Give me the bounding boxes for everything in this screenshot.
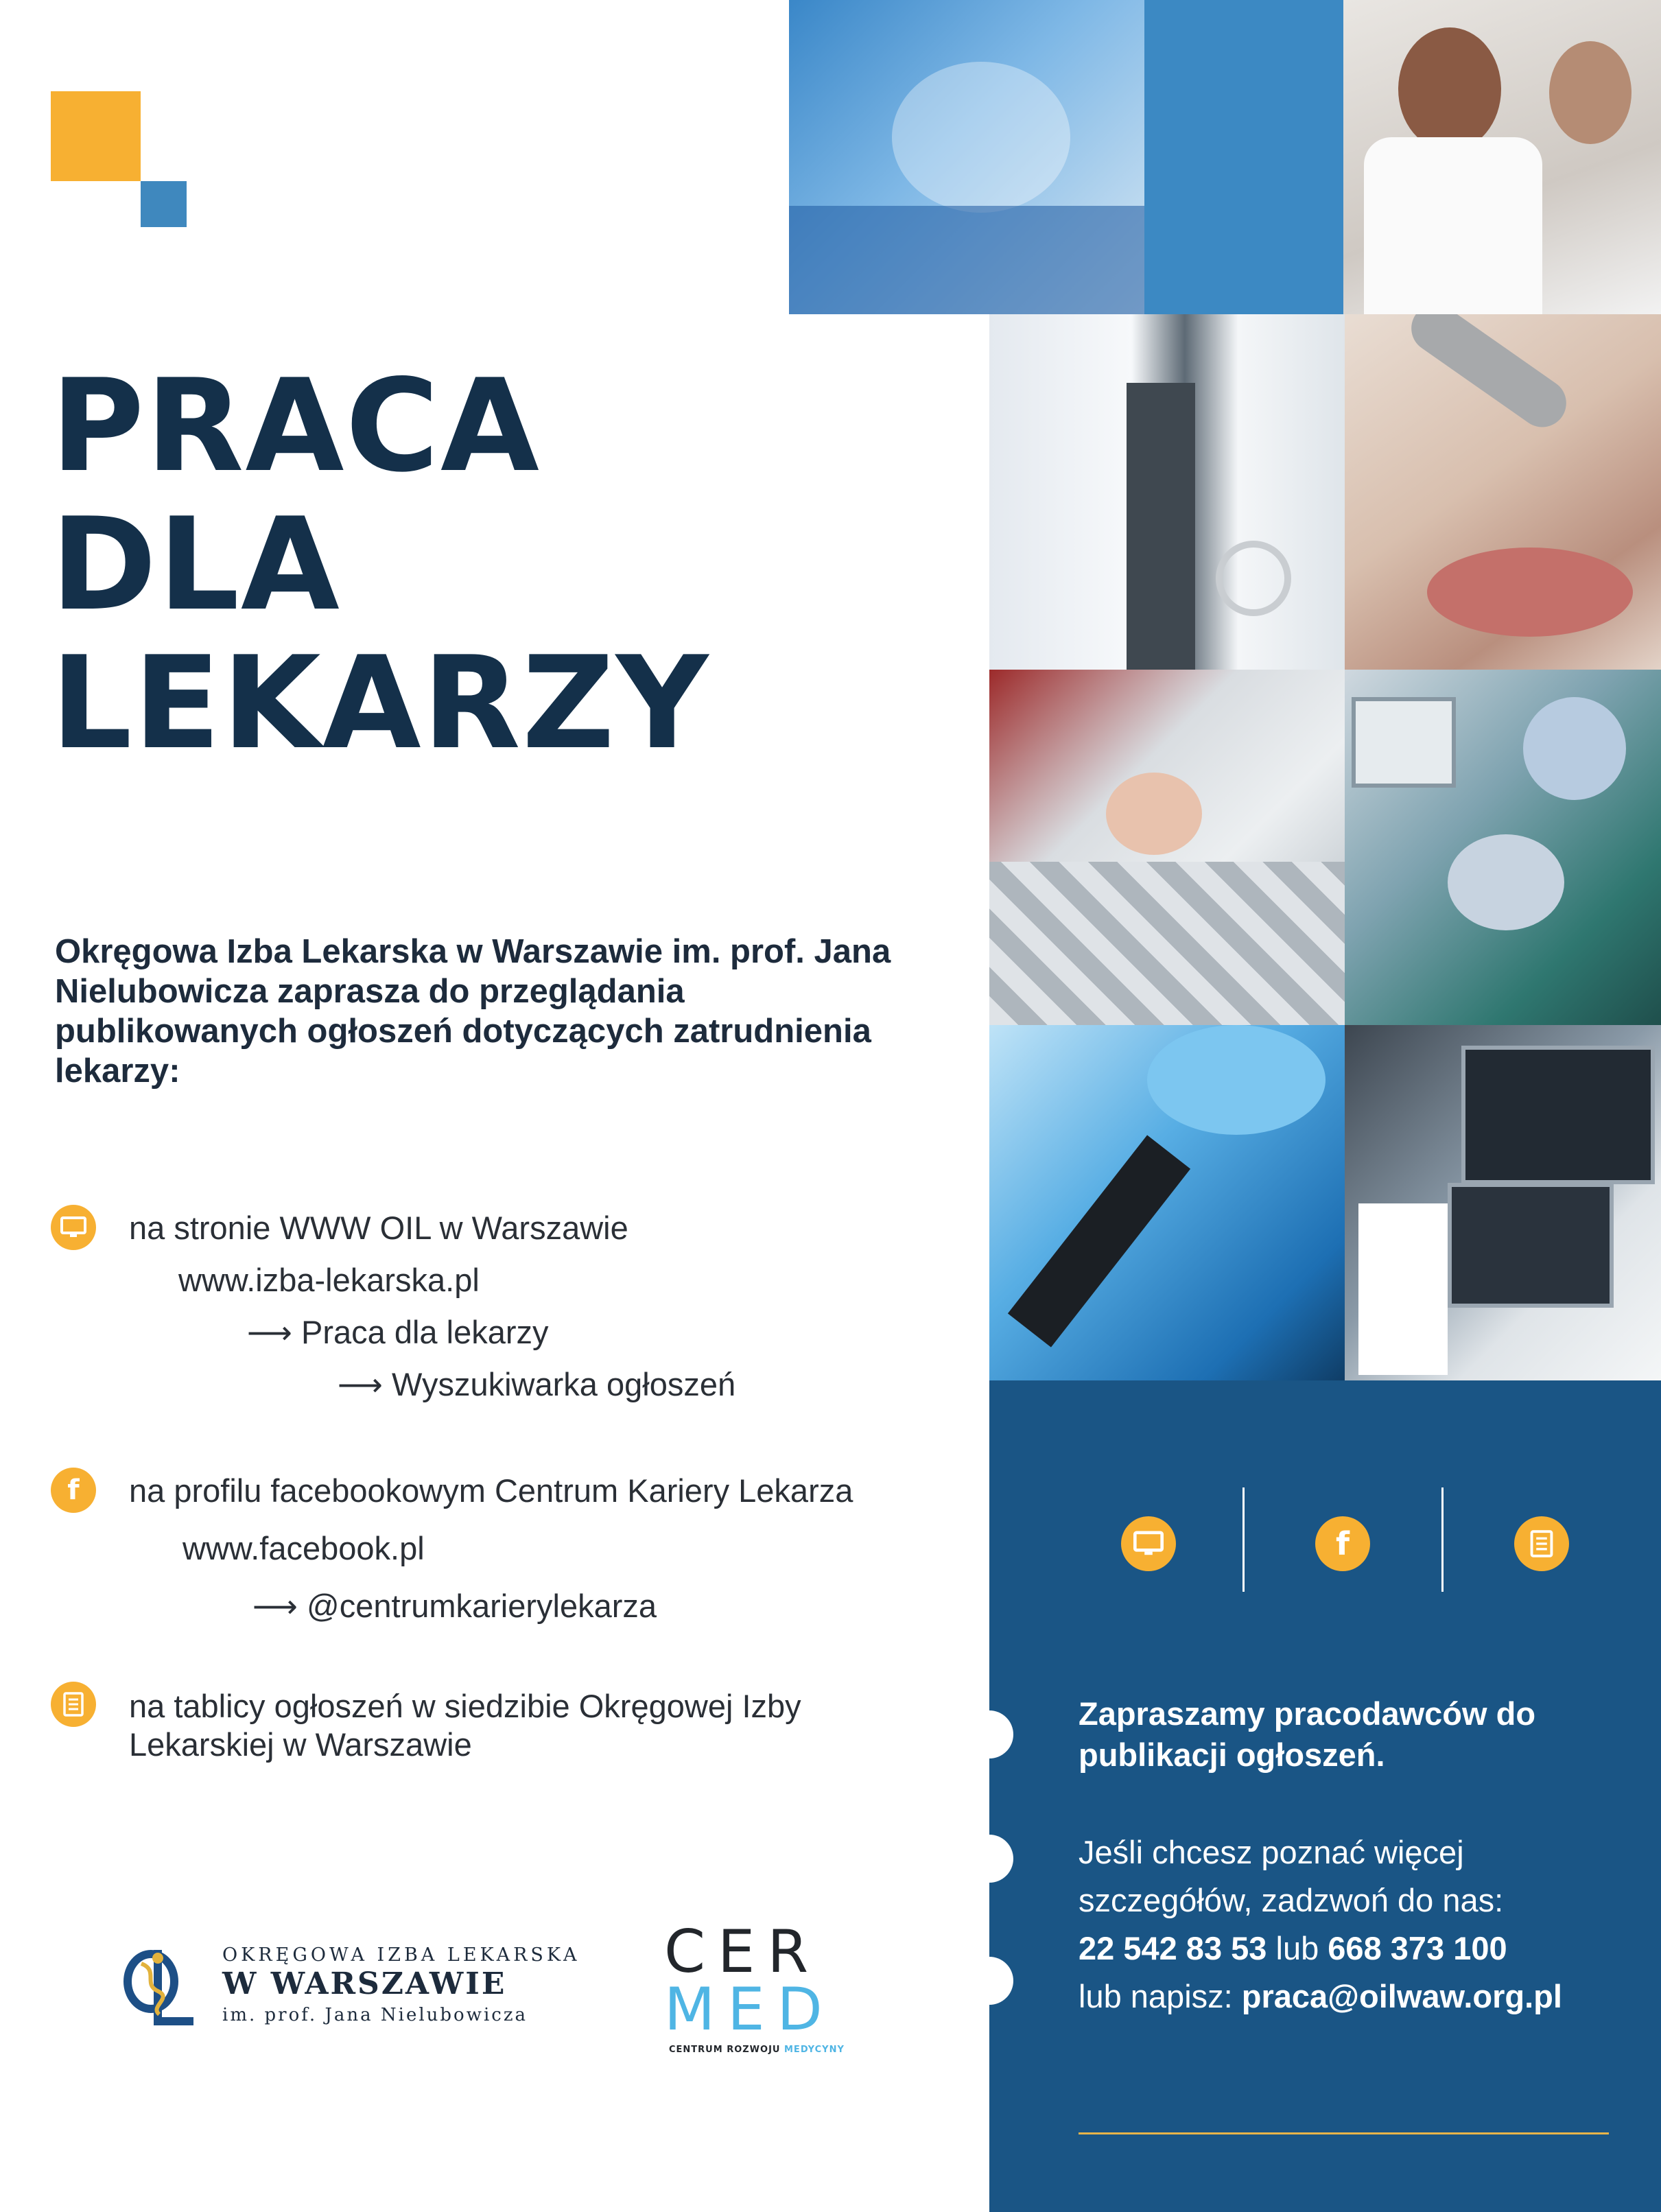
board-label-line-1: na tablicy ogłoszeń w siedzibie Okręgowej Izby [129, 1688, 801, 1724]
intro-paragraph: Okręgowa Izba Lekarska w Warszawie im. prof. Jana Nielubowicza zaprasza do przeglądania publikowanych ogłoszeń dotyczących zatrudnienia lekarzy: [55, 933, 891, 1090]
employer-invitation [1079, 1693, 1535, 1776]
monitor-icon [1121, 1516, 1176, 1571]
oil-name-line-3: im. prof. Jana Nielubowicza [222, 2005, 528, 2025]
phone-number-2[interactable]: 668 373 100 [1328, 1930, 1507, 1966]
arrow-right-icon: ⟶ [338, 1366, 383, 1403]
panel-notch [965, 1835, 1013, 1883]
oil-name-line-1: OKRĘGOWA IZBA LEKARSKA [222, 1944, 580, 1966]
phone-or: lub [1275, 1930, 1319, 1966]
cermed-tagline-prefix: CENTRUM ROZWOJU [669, 2045, 781, 2055]
phone-number-1[interactable]: 22 542 83 53 [1079, 1930, 1267, 1966]
www-path-step-1-label: Praca dla lekarzy [301, 1314, 549, 1350]
www-path-step-1[interactable] [247, 1313, 549, 1352]
cermed-logo-bottom: MED [664, 1975, 835, 2044]
contact-panel [989, 1380, 1661, 2212]
notice-board-icon [1514, 1516, 1569, 1571]
photo-doctor-with-stethoscope [989, 314, 1345, 670]
employer-invitation-line-1: Zapraszamy pracodawców do [1079, 1695, 1536, 1732]
facebook-icon: f [1315, 1516, 1370, 1571]
employer-invitation-line-2: publikacji ogłoszeń. [1079, 1737, 1385, 1773]
cermed-logo-top: CER [664, 1918, 821, 1986]
oil-name-line-2: W WARSZAWIE [222, 1966, 507, 2001]
panel-divider [1242, 1487, 1245, 1592]
facebook-handle-label: @centrumkarierylekarza [307, 1588, 657, 1624]
facebook-label: na profilu facebookowym Centrum Kariery Lekarza [129, 1472, 853, 1509]
arrow-right-icon: ⟶ [247, 1314, 292, 1351]
title-line-2: DLA [51, 490, 341, 639]
panel-notch [965, 1957, 1013, 2005]
facebook-handle-link[interactable] [252, 1587, 657, 1625]
photo-dental-procedure [1345, 314, 1661, 670]
monitor-icon [51, 1205, 96, 1250]
oil-emblem-logo [118, 1943, 199, 2028]
panel-notch [965, 1710, 1013, 1758]
board-label-line-2: Lekarskiej w Warszawie [129, 1726, 472, 1763]
email-line [1079, 1973, 1562, 2021]
contact-line-1: Jeśli chcesz poznać więcej [1079, 1834, 1464, 1870]
decorative-orange-square [51, 91, 141, 181]
blue-accent-block [1144, 0, 1343, 314]
www-path-step-2[interactable] [338, 1365, 735, 1404]
contact-line-2: szczegółów, zadzwoń do nas: [1079, 1882, 1504, 1918]
arrow-right-icon: ⟶ [252, 1588, 298, 1625]
page-title [51, 351, 710, 777]
gold-divider-line [1079, 2132, 1609, 2134]
phone-line [1079, 1925, 1562, 1973]
panel-divider [1441, 1487, 1444, 1592]
facebook-icon: f [51, 1468, 96, 1513]
title-line-1: PRACA [51, 351, 541, 500]
www-url-link[interactable]: www.izba-lekarska.pl [178, 1262, 480, 1298]
contact-info [1079, 1828, 1562, 2021]
photo-young-doctors [1343, 0, 1661, 314]
www-label: na stronie WWW OIL w Warszawie [129, 1210, 628, 1246]
decorative-blue-square [141, 181, 187, 227]
photo-surgeon-with-mask [789, 0, 1144, 314]
facebook-url-link[interactable]: www.facebook.pl [182, 1530, 425, 1566]
cermed-tagline [669, 2045, 845, 2055]
photo-surgical-team [1345, 670, 1661, 1025]
photo-laboratory-microscope [989, 1025, 1345, 1380]
cermed-tagline-accent: MEDYCYNY [784, 2045, 845, 2055]
email-prefix: lub napisz: [1079, 1978, 1233, 2014]
notice-board-icon [51, 1682, 96, 1727]
email-link[interactable]: praca@oilwaw.org.pl [1241, 1978, 1562, 2014]
www-path-step-2-label: Wyszukiwarka ogłoszeń [392, 1366, 736, 1402]
photo-xray-review [1345, 1025, 1661, 1380]
title-line-3: LEKARZY [51, 628, 710, 777]
photo-emergency-rescue [989, 670, 1345, 1025]
